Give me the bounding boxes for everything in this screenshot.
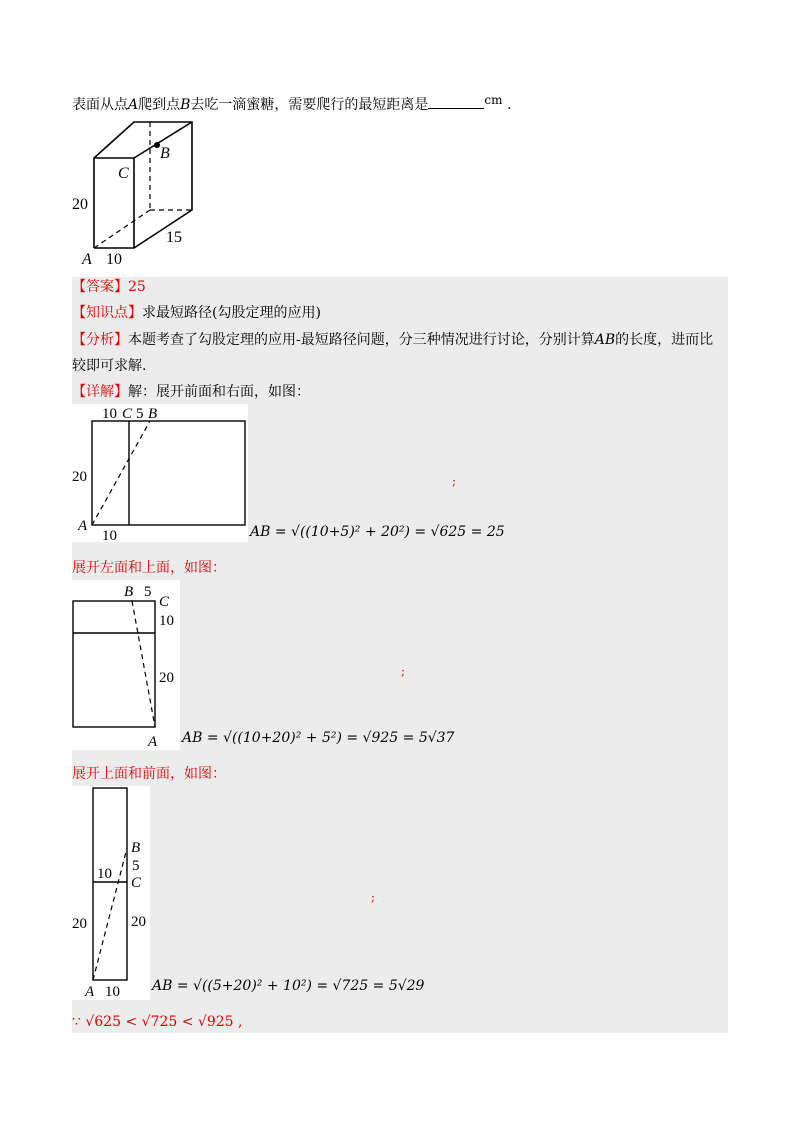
knowledge-line: 【知识点】求最短路径(勾股定理的应用) (72, 305, 321, 321)
detail-line: 【详解】解：展开前面和右面，如图： (72, 384, 310, 400)
semicolon-3: ; (371, 890, 376, 904)
fig3-label-20-right: 20 (131, 914, 146, 930)
answer-line: 【答案】25 (72, 279, 146, 295)
cuboid-figure (70, 112, 220, 272)
label-b: B (160, 145, 170, 162)
fig1-label-a: A (78, 518, 88, 534)
case-2-line: 展开左面和上面，如图： (72, 560, 226, 576)
analysis-line-1: 【分析】本题考查了勾股定理的应用-最短路径问题，分三种情况进行讨论，分别计算AB的长度，进而比 (72, 332, 714, 348)
formula-1: AB = √((10+5)² + 20²) = √625 = 25 (250, 524, 505, 540)
label-c: C (118, 165, 129, 182)
fig3-label-10-bottom: 10 (105, 984, 120, 1000)
fig3-label-10-mid: 10 (97, 866, 112, 882)
semicolon-2: ; (401, 664, 406, 678)
fig1-label-10-top: 10 (102, 406, 117, 422)
figure-2-box (72, 580, 180, 750)
label-a: A (82, 251, 92, 268)
fig3-label-c: C (131, 875, 142, 891)
fig2-label-20: 20 (159, 670, 174, 686)
case-3-line: 展开上面和前面，如图： (72, 766, 226, 782)
fig2-label-c: C (159, 594, 170, 610)
fig2-label-10: 10 (159, 613, 174, 629)
label-depth: 15 (166, 229, 182, 246)
fig1-label-5: 5 (136, 406, 144, 422)
label-height: 20 (72, 196, 88, 213)
formula-2: AB = √((10+20)² + 5²) = √925 = 5√37 (182, 730, 455, 746)
fig3-label-b: B (131, 840, 141, 856)
fig2-label-5: 5 (144, 584, 152, 600)
semicolon-1: ; (452, 474, 457, 488)
analysis-line-2: 较即可求解. (72, 358, 147, 374)
fig2-label-a: A (148, 734, 158, 750)
figure-3-box (72, 786, 150, 1000)
fig1-label-20: 20 (72, 469, 87, 485)
formula-3: AB = √((5+20)² + 10²) = √725 = 5√29 (152, 978, 425, 994)
answer-blank (428, 94, 484, 109)
question-text: 表面从点A爬到点B去吃一滴蜜糖，需要爬行的最短距离是 cm . (72, 93, 512, 113)
conclusion-line: ∵ √625 < √725 < √925 , (72, 1014, 243, 1030)
label-width: 10 (106, 251, 122, 268)
fig1-label-c: C (122, 406, 133, 422)
fig1-label-b: B (148, 406, 158, 422)
fig3-label-20-left: 20 (72, 916, 87, 932)
figure-1-box (72, 404, 248, 542)
fig1-label-10-bottom: 10 (102, 528, 117, 542)
unfold-figure-2 (72, 580, 180, 750)
fig3-label-a: A (85, 984, 95, 1000)
fig2-label-b: B (124, 584, 134, 600)
unfold-figure-3 (72, 786, 150, 1000)
fig3-label-5: 5 (132, 858, 140, 874)
unfold-figure-1 (72, 404, 248, 542)
